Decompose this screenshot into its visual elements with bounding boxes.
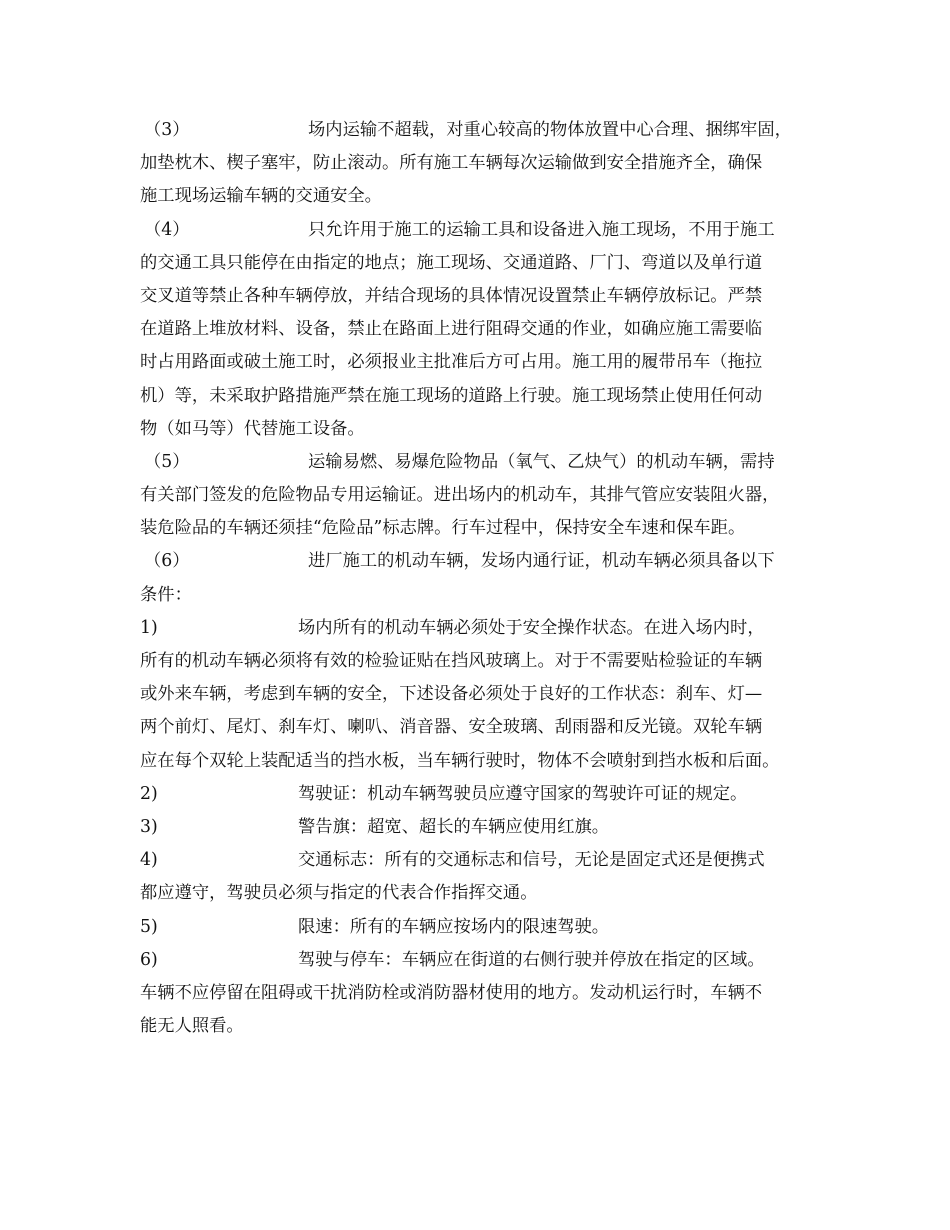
paragraph-text: 有关部门签发的危险物品专用运输证。进出场内的机动车，其排气管应安装阻火器， [140, 485, 780, 506]
list-item-6 [140, 944, 830, 1044]
list-item-5 [140, 911, 830, 944]
list-item-text: 所有的机动车辆必须将有效的检验证贴在挡风玻璃上。对于不需要贴检验证的车辆 [140, 651, 763, 671]
document-body [140, 114, 830, 1043]
paragraph-6 [140, 545, 830, 611]
paragraph-text: 施工现场运输车辆的交通安全。 [140, 186, 382, 207]
list-item-first-line [140, 811, 830, 844]
list-item-marker: 5) [140, 916, 158, 937]
paragraph-marker: （4） [144, 219, 190, 240]
paragraph-first-line [140, 446, 830, 479]
paragraph-text: 进厂施工的机动车辆，发场内通行证，机动车辆必须具备以下 [308, 551, 775, 572]
list-item-text: 或外来车辆，考虑到车辆的安全，下述设备必须处于良好的工作状态：刹车、灯— [140, 684, 763, 705]
paragraph-text: 运输易燃、易爆危险物品（氧气、乙炔气）的机动车辆，需持 [308, 451, 775, 472]
paragraph-marker: （6） [144, 551, 190, 572]
paragraph-text: 在道路上堆放材料、设备，禁止在路面上进行阻碍交通的作业，如确应施工需要临 [140, 319, 763, 340]
list-item-marker: 3) [140, 816, 158, 837]
list-item-first-line [140, 844, 830, 877]
paragraph-text: 只允许用于施工的运输工具和设备进入施工现场，不用于施工 [308, 219, 775, 240]
paragraph-text: 装危险品的车辆还须挂“危险品”标志牌。行车过程中，保持安全车速和保车距。 [140, 518, 746, 539]
list-item-first-line [140, 778, 830, 811]
list-item-3 [140, 811, 830, 844]
paragraph-text: 加垫枕木、楔子塞牢，防止滚动。所有施工车辆每次运输做到安全措施齐全，确保 [140, 153, 763, 174]
paragraph-5 [140, 446, 830, 546]
list-item-text: 两个前灯、尾灯、刹车灯、喇叭、消音器、安全玻璃、刮雨器和反光镜。双轮车辆 [140, 717, 763, 738]
list-item-marker: 1) [140, 617, 158, 638]
paragraph-text: 交叉道等禁止各种车辆停放，并结合现场的具体情况设置禁止车辆停放标记。严禁 [140, 285, 763, 306]
list-item-text: 交通标志：所有的交通标志和信号，无论是固定式还是便携式 [298, 850, 765, 871]
list-item-text: 驾驶与停车：车辆应在街道的右侧行驶并停放在指定的区域。 [298, 949, 765, 970]
paragraph-marker: （3） [144, 120, 190, 140]
list-item-first-line [140, 612, 830, 645]
list-item-text: 警告旗：超宽、超长的车辆应使用红旗。 [298, 816, 610, 837]
list-item-text: 车辆不应停留在阻碍或干扰消防栓或消防器材使用的地方。发动机运行时，车辆不 [140, 982, 763, 1003]
list-item-text: 驾驶证：机动车辆驾驶员应遵守国家的驾驶许可证的规定。 [298, 783, 748, 804]
list-item-text: 限速：所有的车辆应按场内的限速驾驶。 [298, 916, 610, 937]
list-item-marker: 2) [140, 783, 158, 804]
paragraph-4 [140, 214, 830, 446]
paragraph-text: 时占用路面或破土施工时，必须报业主批准后方可占用。施工用的履带吊车（拖拉 [140, 352, 763, 373]
list-item-text: 场内所有的机动车辆必须处于安全操作状态。在进入场内时， [298, 617, 765, 638]
list-item-first-line [140, 944, 830, 977]
list-item-first-line [140, 911, 830, 944]
paragraph-first-line [140, 114, 830, 147]
list-item-marker: 4) [140, 850, 158, 871]
list-item-text: 应在每个双轮上装配适当的挡水板，当车辆行驶时，物体不会喷射到挡水板和后面。 [140, 750, 780, 771]
paragraph-text: 场内运输不超载，对重心较高的物体放置中心合理、捆绑牢固， [308, 120, 792, 140]
paragraph-text: 的交通工具只能停在由指定的地点；施工现场、交通道路、厂门、弯道以及单行道 [140, 252, 763, 273]
paragraph-first-line [140, 545, 830, 578]
paragraph-3 [140, 114, 830, 214]
paragraph-marker: （5） [144, 451, 190, 472]
paragraph-first-line [140, 214, 830, 247]
list-item-2 [140, 778, 830, 811]
list-item-text: 都应遵守，驾驶员必须与指定的代表合作指挥交通。 [140, 883, 538, 904]
paragraph-text: 物（如马等）代替施工设备。 [140, 418, 365, 439]
paragraph-text: 条件： [140, 584, 192, 605]
list-item-1 [140, 612, 830, 778]
list-item-4 [140, 844, 830, 910]
list-item-marker: 6) [140, 949, 158, 970]
list-item-text: 能无人照看。 [140, 1016, 244, 1037]
paragraph-text: 机）等，未采取护路措施严禁在施工现场的道路上行驶。施工现场禁止使用任何动 [140, 385, 763, 406]
